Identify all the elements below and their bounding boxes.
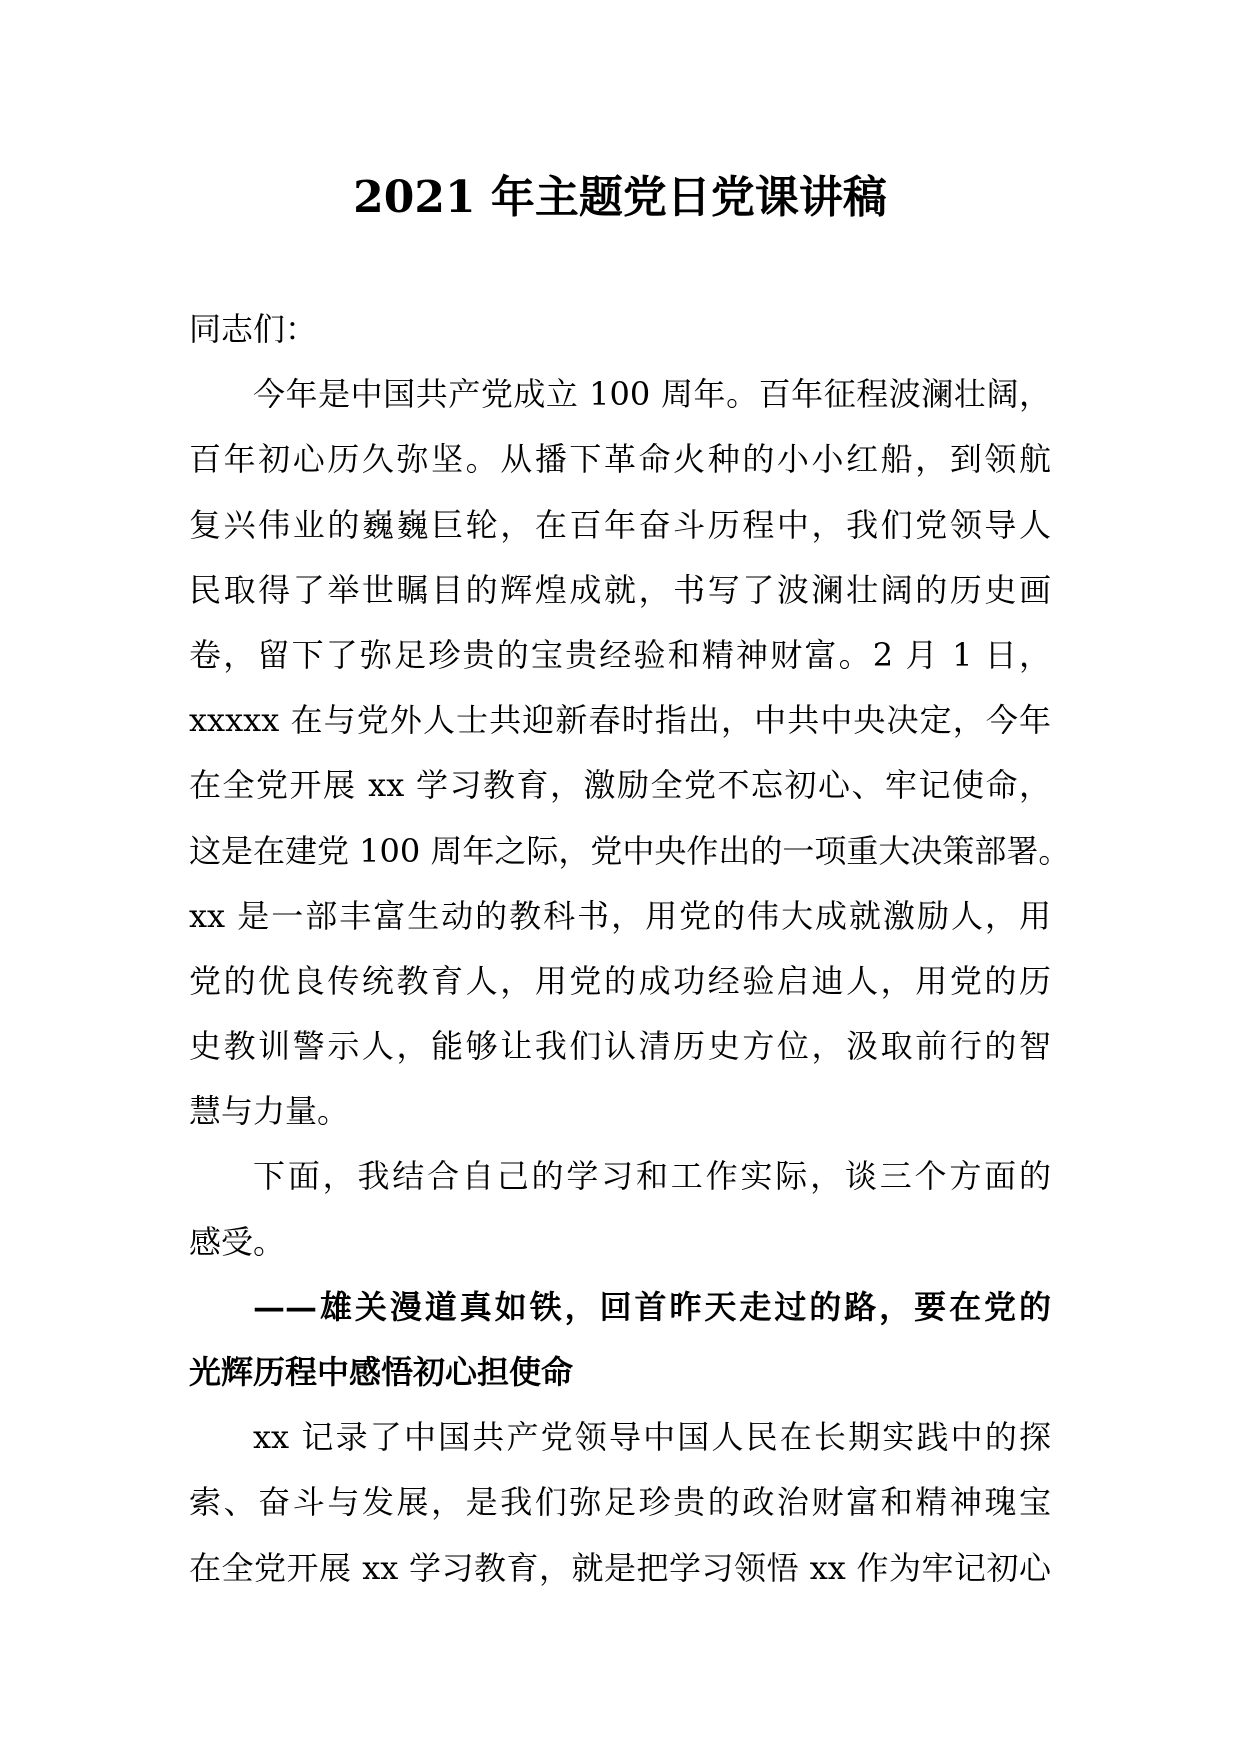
paragraph-line: 在全党开展 xx 学习教育，就是把学习领悟 xx 作为牢记初心 bbox=[189, 1548, 1051, 1587]
paragraph-line: 民取得了举世瞩目的辉煌成就，书写了波澜壮阔的历史画 bbox=[189, 570, 1051, 609]
paragraph-line: xx 是一部丰富生动的教科书，用党的伟大成就激励人，用 bbox=[189, 896, 1051, 935]
paragraph-line: 慧与力量。 bbox=[189, 1092, 350, 1131]
paragraph-line: 党的优良传统教育人，用党的成功经验启迪人，用党的历 bbox=[189, 961, 1051, 1000]
paragraph-line: 史教训警示人，能够让我们认清历史方位，汲取前行的智 bbox=[189, 1027, 1051, 1066]
heading-line: ——雄关漫道真如铁，回首昨天走过的路，要在党的 bbox=[253, 1287, 1051, 1326]
paragraph-line: 百年初心历久弥坚。从播下革命火种的小小红船，到领航 bbox=[189, 440, 1051, 479]
document-body bbox=[189, 297, 1071, 1601]
heading-line: 光辉历程中感悟初心担使命 bbox=[189, 1353, 574, 1391]
paragraph-line: 今年是中国共产党成立 100 周年。百年征程波澜壮阔， bbox=[253, 375, 1051, 414]
paragraph-line: 这是在建党 100 周年之际，党中央作出的一项重大决策部署。 bbox=[189, 831, 1071, 870]
paragraph-line: xx 记录了中国共产党领导中国人民在长期实践中的探 bbox=[253, 1418, 1051, 1457]
paragraph-3 bbox=[189, 1405, 1051, 1601]
paragraph-line: 复兴伟业的巍巍巨轮，在百年奋斗历程中，我们党领导人 bbox=[189, 505, 1051, 544]
paragraph-line: 卷，留下了弥足珍贵的宝贵经验和精神财富。2 月 1 日， bbox=[189, 635, 1051, 674]
paragraph-line: 下面，我结合自己的学习和工作实际，谈三个方面的 bbox=[253, 1157, 1051, 1196]
paragraph-1 bbox=[189, 362, 1071, 1144]
paragraph-2 bbox=[189, 1144, 1051, 1274]
salutation: 同志们： bbox=[189, 310, 318, 348]
paragraph-line: 在全党开展 xx 学习教育，激励全党不忘初心、牢记使命， bbox=[189, 766, 1051, 805]
document-title: 2021 年主题党日党课讲稿 bbox=[353, 172, 887, 223]
section-heading-1 bbox=[189, 1275, 1051, 1405]
paragraph-line: 感受。 bbox=[189, 1222, 286, 1261]
paragraph-line: xxxxx 在与党外人士共迎新春时指出，中共中央决定，今年 bbox=[189, 701, 1051, 740]
paragraph-line: 索、奋斗与发展，是我们弥足珍贵的政治财富和精神瑰宝 bbox=[189, 1483, 1051, 1522]
